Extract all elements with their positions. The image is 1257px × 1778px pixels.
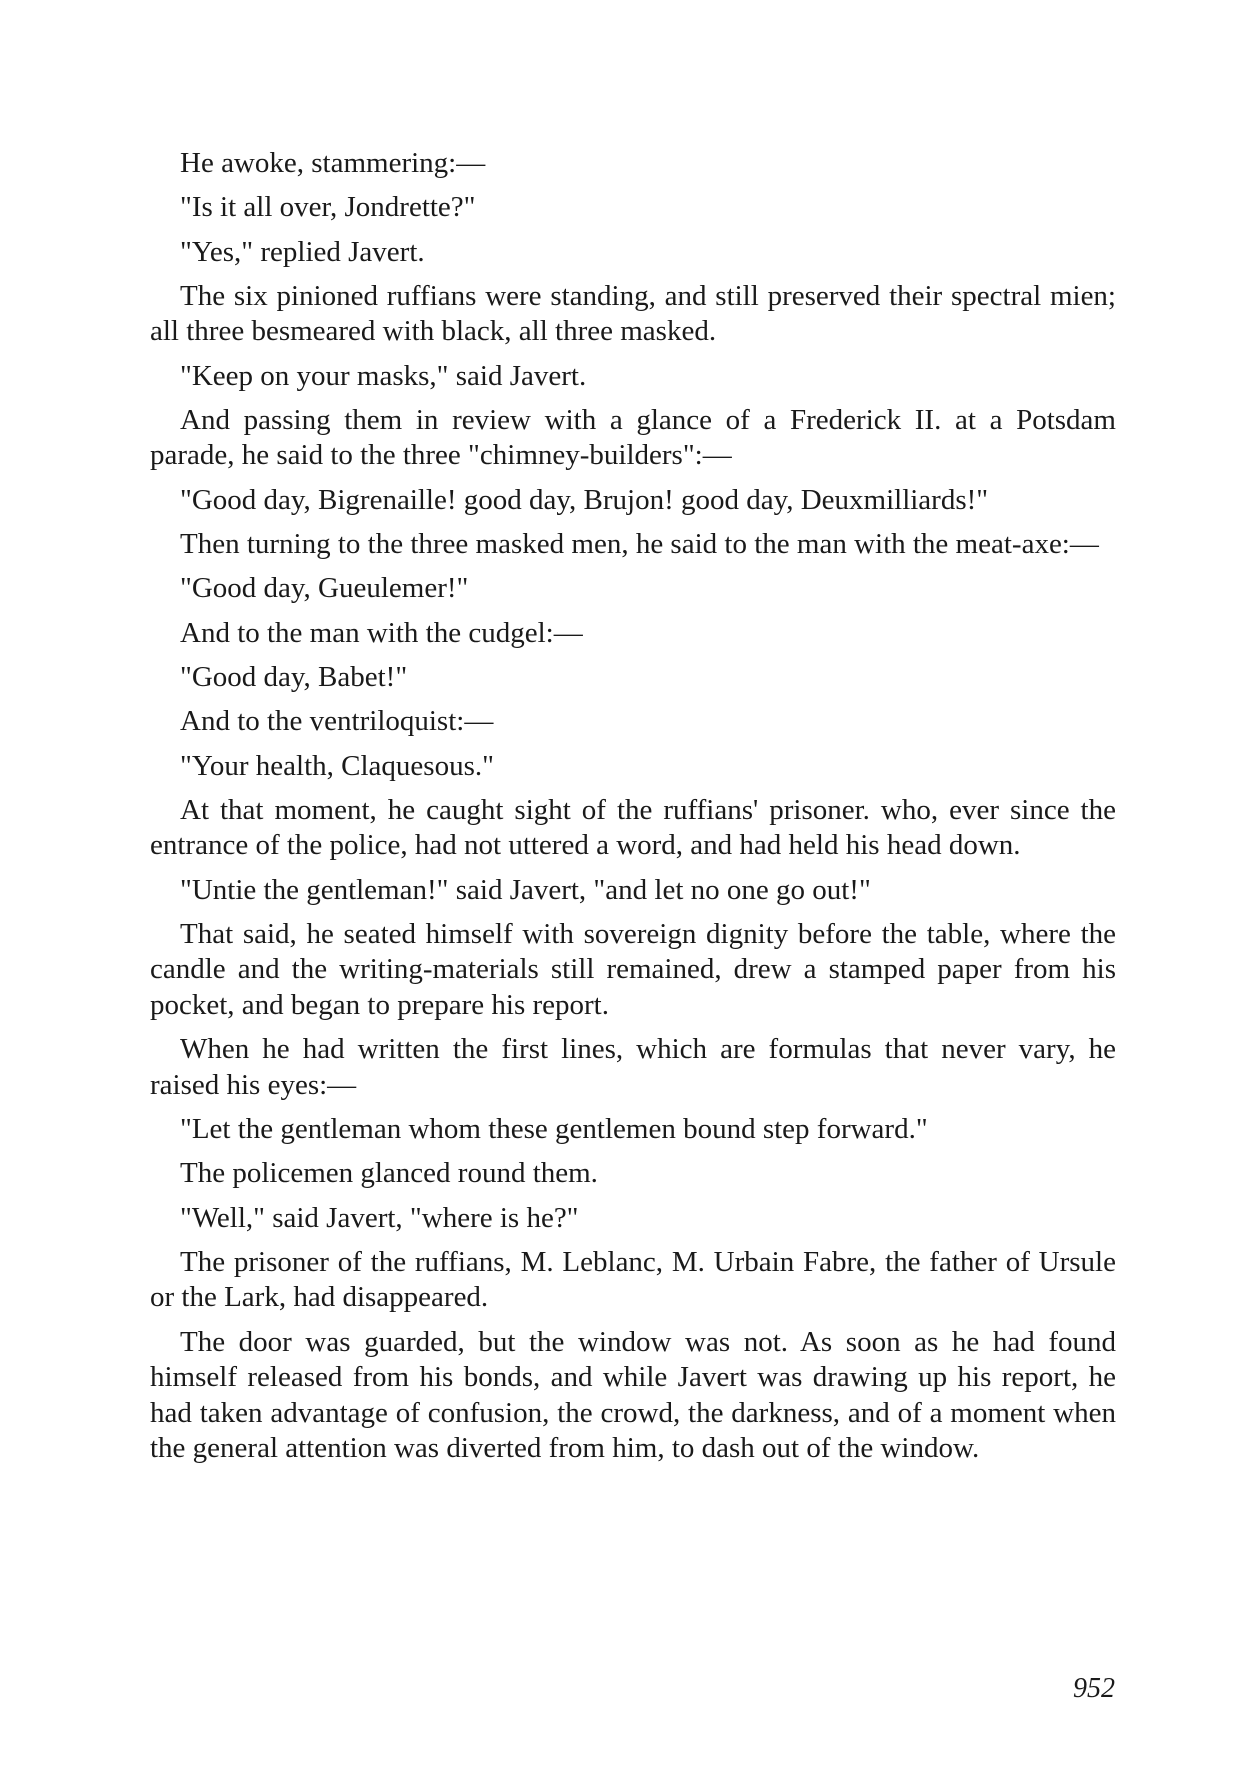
page-number: 952 — [1073, 1673, 1115, 1704]
paragraph: When he had written the first lines, which are formulas that never vary, he raised his eyes:— — [150, 1033, 1116, 1101]
paragraph: "Let the gentleman whom these gentlemen bound step forward." — [180, 1113, 928, 1146]
paragraph: "Keep on your masks," said Javert. — [180, 359, 587, 392]
paragraph: That said, he seated himself with sovereign dignity before the table, where the candle and the writing-materials still remained, drew a stamped paper from his pocket, and began to prepare his report. — [150, 917, 1116, 1021]
paragraph: "Well," said Javert, "where is he?" — [180, 1201, 579, 1234]
paragraph: "Good day, Babet!" — [180, 660, 408, 693]
paragraph: Then turning to the three masked men, he said to the man with the meat-axe:— — [180, 528, 1099, 561]
paragraph: The door was guarded, but the window was not. As soon as he had found himself released from his bonds, and while Javert was drawing up his report, he had taken advantage of confusion, the crowd, the darkness, and of a moment when the general attention was diverted from him, to dash out of the window. — [150, 1325, 1116, 1465]
paragraph: And to the man with the cudgel:— — [180, 616, 583, 649]
paragraph: At that moment, he caught sight of the ruffians' prisoner. who, ever since the entrance of the police, had not uttered a word, and had held his head down. — [150, 793, 1116, 862]
paragraph: "Yes," replied Javert. — [180, 235, 425, 268]
paragraph: "Good day, Bigrenaille! good day, Brujon! good day, Deuxmilliards!" — [180, 483, 989, 516]
body-text — [150, 146, 1116, 1476]
paragraph: "Your health, Claquesous." — [180, 749, 494, 782]
paragraph: The policemen glanced round them. — [180, 1157, 598, 1190]
paragraph: And passing them in review with a glance of a Frederick II. at a Potsdam parade, he said to the three "chimney-builders":— — [150, 403, 1116, 472]
paragraph: The six pinioned ruffians were standing, and still preserved their spectral mien; all three besmeared with black, all three masked. — [150, 279, 1116, 348]
paragraph: And to the ventriloquist:— — [180, 705, 494, 738]
paragraph: The prisoner of the ruffians, M. Leblanc, M. Urbain Fabre, the father of Ursule or the Lark, had disappeared. — [150, 1245, 1116, 1314]
paragraph: "Is it all over, Jondrette?" — [180, 191, 476, 224]
paragraph: "Good day, Gueulemer!" — [180, 572, 469, 605]
paragraph: "Untie the gentleman!" said Javert, "and let no one go out!" — [180, 873, 871, 906]
paragraph: He awoke, stammering:— — [180, 147, 486, 179]
